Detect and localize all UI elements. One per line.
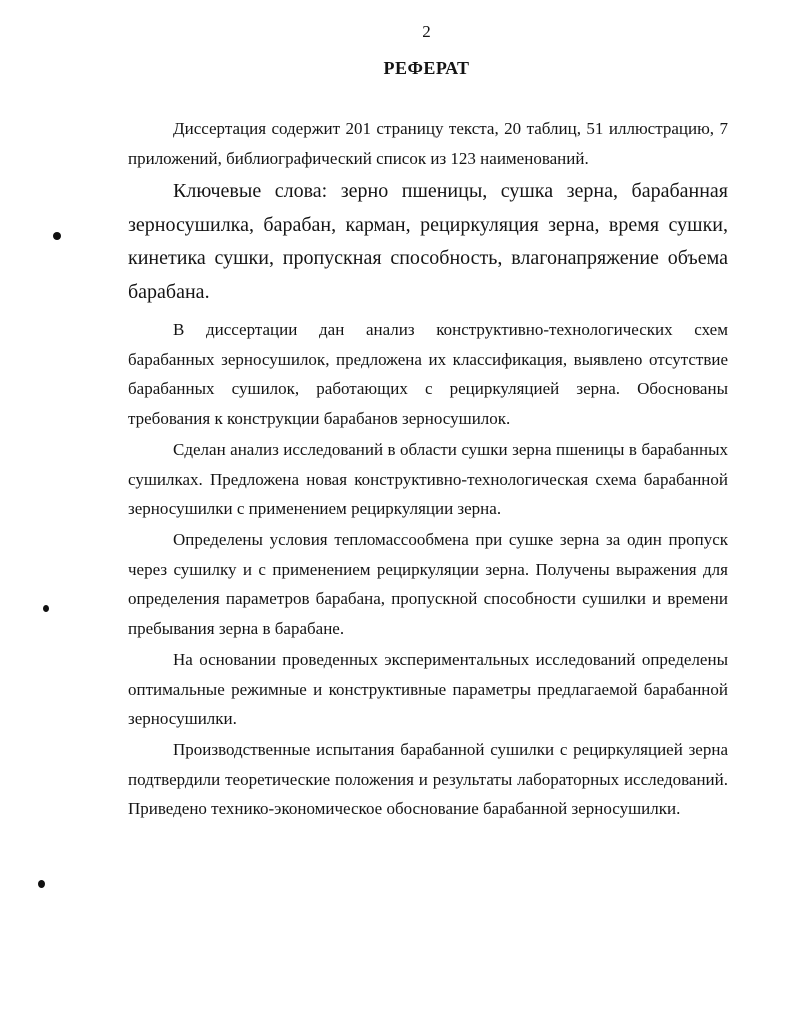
binding-hole-mark	[43, 605, 49, 612]
binding-hole-mark	[53, 232, 61, 240]
keywords-paragraph: Ключевые слова: зерно пшеницы, сушка зерна, барабанная зерносушилка, барабан, карман, рециркуляция зерна, время сушки, кинетика сушки, пропускная способность, влагонапряжение объема барабана.	[128, 180, 728, 304]
summary-paragraph: Диссертация содержит 201 страницу текста, 20 таблиц, 51 иллюстрацию, 7 приложений, библиографический список из 123 наименований.	[128, 119, 728, 168]
page-number: 2	[422, 22, 431, 41]
binding-hole-mark	[38, 880, 45, 888]
experiments-paragraph: На основании проведенных экспериментальных исследований определены оптимальные режимные и конструктивные параметры предлагаемой барабанной зерносушилки.	[128, 650, 728, 728]
analysis-paragraph: В диссертации дан анализ конструктивно-технологических схем барабанных зерносушилок, предложена их классификация, выявлено отсутствие барабанных сушилок, работающих с рециркуляцией зерна. Обоснованы требования к конструкции барабанов зерносушилок.	[128, 320, 728, 428]
page-title: РЕФЕРАТ	[383, 58, 470, 78]
research-paragraph: Сделан анализ исследований в области сушки зерна пшеницы в барабанных сушилках. Предложена новая конструктивно-технологическая схема барабанной зерносушилки с применением рециркуляции зерна.	[128, 440, 728, 518]
conditions-paragraph: Определены условия тепломассообмена при сушке зерна за один пропуск через сушилку и с применением рециркуляции зерна. Получены выражения для определения параметров барабана, пропускной способности сушилки и времени пребывания зерна в барабане.	[128, 530, 728, 638]
tests-paragraph: Производственные испытания барабанной сушилки с рециркуляцией зерна подтвердили теоретические положения и результаты лабораторных исследований. Приведено технико-экономическое обоснование барабанной зерносушилки.	[128, 740, 728, 818]
